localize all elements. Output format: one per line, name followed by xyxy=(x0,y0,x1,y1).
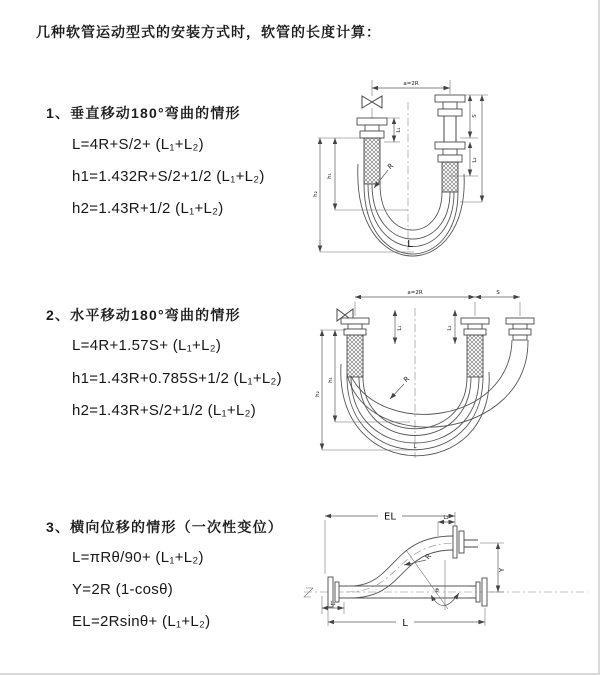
dim-label-l: L xyxy=(402,618,408,629)
section3-formula-Y: Y=2R (1-cosθ) xyxy=(72,581,174,598)
dim-a2r xyxy=(372,80,450,96)
dim-label-a2r: a=2R xyxy=(407,290,423,296)
section3-formula-EL: EL=2Rsinθ+ (L₁+L₂) xyxy=(72,613,211,630)
dim-label-h2: h₂ xyxy=(313,191,319,197)
dim-l1 xyxy=(395,310,403,344)
section3-formula-L: L=πRθ/90+ (L₁+L₂) xyxy=(72,549,204,566)
dim-label-el: EL xyxy=(384,511,396,523)
dim-label-h1: h₁ xyxy=(328,377,334,383)
dim-h1-h2 xyxy=(313,138,414,252)
left-hose-fitting xyxy=(357,118,387,184)
angle-theta-callout xyxy=(406,550,459,610)
length-label: L xyxy=(413,444,417,450)
dim-a2r-s xyxy=(355,290,520,316)
dim-l xyxy=(328,608,485,629)
dim-l2 xyxy=(447,310,455,344)
section2-heading: 2、水平移动180°弯曲的情形 xyxy=(46,307,241,323)
dim-label-theta: θ xyxy=(435,588,439,594)
page-title: 几种软管运动型式的安装方式时，软管的长度计算： xyxy=(36,24,381,40)
diagram-vertical-180-bend xyxy=(310,72,590,262)
dim-label-l1: L₁ xyxy=(396,127,402,133)
left-hose-fitting xyxy=(341,318,369,377)
displaced-hose-fitting xyxy=(506,318,534,340)
section2-formula-L: L=4R+1.57S+ (L₁+L₂) xyxy=(72,337,222,354)
section3-heading: 3、横向位移的情形（一次性变位） xyxy=(46,519,283,535)
dim-label-y: Y xyxy=(498,567,506,573)
dim-label-h2: h₂ xyxy=(315,391,321,397)
dim-label-h1: h₁ xyxy=(327,173,333,179)
section2-formula-h2: h2=1.43R+S/2+1/2 (L₁+L₂) xyxy=(72,402,257,419)
section1-formula-h2: h2=1.43R+1/2 (L₁+L₂) xyxy=(72,200,224,217)
radius-label: R xyxy=(386,161,396,172)
dim-label-l2: L₂ xyxy=(472,157,478,163)
radius-callout xyxy=(390,375,411,399)
section1-formula-L: L=4R+S/2+ (L₁+L₂) xyxy=(72,136,204,153)
centerline-break-mark xyxy=(304,588,313,597)
section1-formula-h1: h1=1.432R+S/2+1/2 (L₁+L₂) xyxy=(72,168,265,185)
dim-h1-h2 xyxy=(315,330,418,450)
dim-label-l2: L₂ xyxy=(443,515,449,521)
dim-label-s: S xyxy=(472,114,478,118)
dim-label-l1: L₁ xyxy=(397,325,403,331)
diagram-horizontal-180-bend xyxy=(308,282,600,462)
right-hose-fitting xyxy=(435,95,465,192)
dim-el xyxy=(325,512,455,575)
length-label: L xyxy=(407,239,413,250)
radius-label: R xyxy=(402,374,412,385)
hose-u-curves xyxy=(341,340,528,456)
dim-label-s: S xyxy=(496,290,500,296)
middle-hose-fitting xyxy=(461,318,489,377)
dim-l2 xyxy=(438,515,455,536)
radius-label: R xyxy=(423,552,434,562)
dim-label-l1: L₁ xyxy=(330,601,336,607)
displaced-s-curve-hose xyxy=(346,536,457,598)
right-lower-flange xyxy=(470,578,487,606)
dim-label-a2r: a=2R xyxy=(403,81,419,87)
valve-icon xyxy=(362,96,382,118)
right-upper-flange xyxy=(453,526,478,558)
section2-formula-h1: h1=1.43R+0.785S+1/2 (L₁+L₂) xyxy=(72,370,282,387)
dim-label-l2: L₂ xyxy=(447,325,453,331)
section1-heading: 1、垂直移动180°弯曲的情形 xyxy=(46,105,241,121)
radius-callout xyxy=(404,552,433,565)
diagram-lateral-displacement xyxy=(298,502,598,642)
